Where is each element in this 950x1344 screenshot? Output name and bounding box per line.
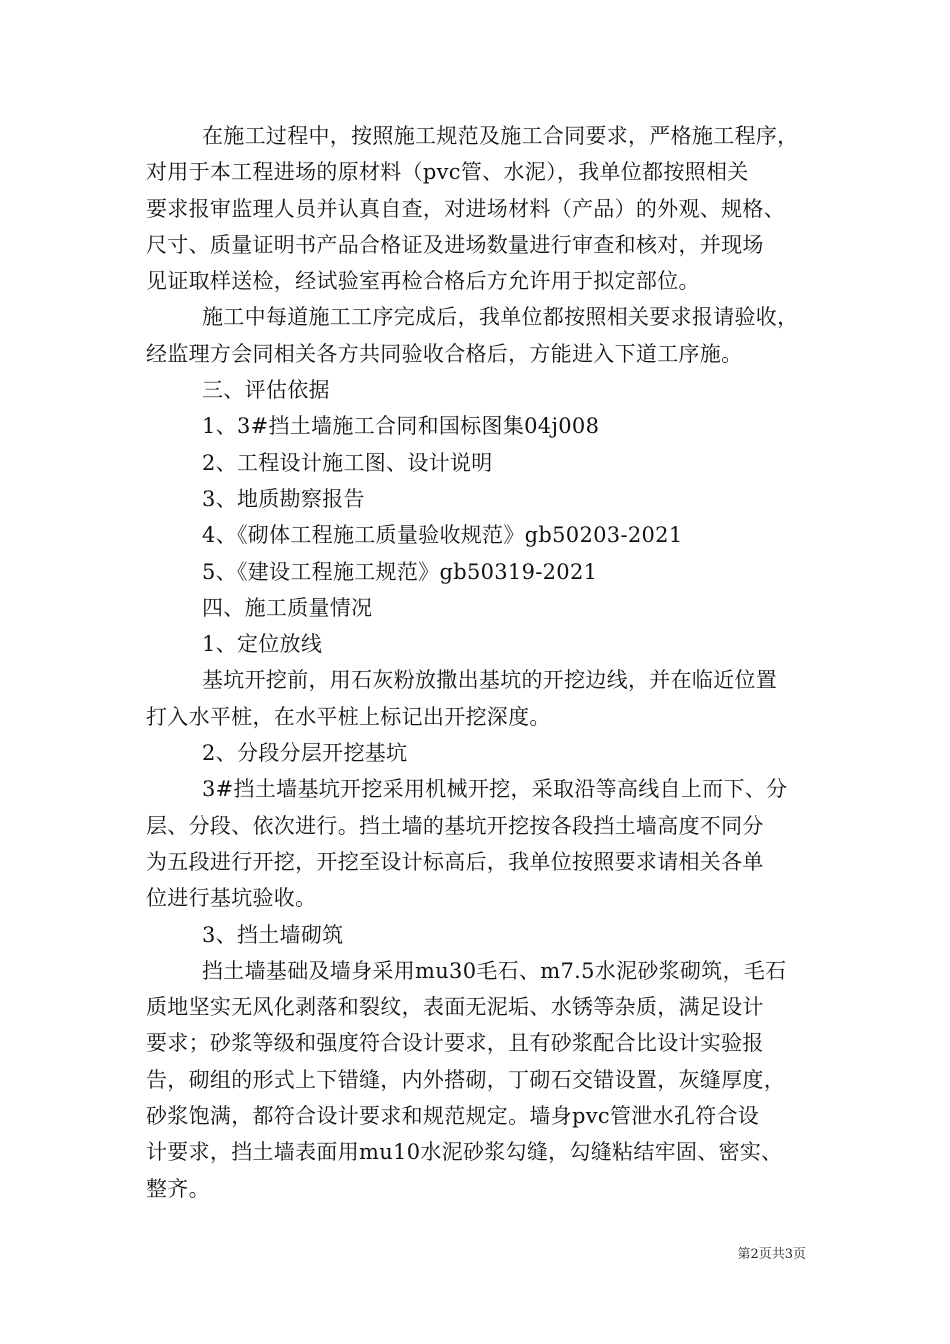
paragraph-line: 整齐。: [146, 1176, 210, 1201]
paragraph-line: 尺寸、质量证明书产品合格证及进场数量进行审查和核对，并现场: [146, 232, 764, 257]
section-heading: 三、评估依据: [202, 378, 330, 403]
paragraph-line: 砂浆饱满，都符合设计要求和规范规定。墙身pvc管泄水孔符合设: [146, 1104, 760, 1129]
paragraph-line: 对用于本工程进场的原材料（pvc管、水泥），我单位都按照相关: [146, 160, 749, 185]
paragraph-line: 要求；砂浆等级和强度符合设计要求，且有砂浆配合比设计实验报: [146, 1031, 764, 1056]
list-item: 2、工程设计施工图、设计说明: [202, 450, 493, 475]
subsection-heading: 3、挡土墙砌筑: [202, 922, 344, 947]
paragraph-line: 3#挡土墙基坑开挖采用机械开挖，采取沿等高线自上而下、分: [202, 777, 788, 802]
document-body: [146, 118, 814, 1207]
list-item: 1、3#挡土墙施工合同和国标图集04j008: [202, 414, 600, 439]
section-heading: 四、施工质量情况: [202, 595, 373, 620]
subsection-heading: 2、分段分层开挖基坑: [202, 741, 408, 766]
paragraph-line: 施工中每道施工工序完成后，我单位都按照相关要求报请验收，: [202, 305, 799, 330]
paragraph-line: 位进行基坑验收。: [146, 886, 317, 911]
list-item: 4、《砌体工程施工质量验收规范》gb50203-2021: [202, 523, 683, 548]
paragraph-line: 质地坚实无风化剥落和裂纹，表面无泥垢、水锈等杂质，满足设计: [146, 995, 764, 1020]
paragraph-line: 挡土墙基础及墙身采用mu30毛石、m7.5水泥砂浆砌筑，毛石: [202, 958, 787, 983]
list-item: 5、《建设工程施工规范》gb50319-2021: [202, 559, 598, 584]
paragraph-line: 基坑开挖前，用石灰粉放撒出基坑的开挖边线，并在临近位置: [202, 668, 778, 693]
list-item: 3、地质勘察报告: [202, 486, 365, 511]
paragraph-line: 告，砌组的形式上下错缝，内外搭砌，丁砌石交错设置，灰缝厚度，: [146, 1067, 785, 1092]
paragraph-line: 层、分段、依次进行。挡土墙的基坑开挖按各段挡土墙高度不同分: [146, 813, 764, 838]
page-number: 第2页共3页: [737, 1247, 806, 1262]
subsection-heading: 1、定位放线: [202, 632, 323, 657]
paragraph-line: 为五段进行开挖，开挖至设计标高后，我单位按照要求请相关各单: [146, 849, 764, 874]
paragraph-line: 要求报审监理人员并认真自查，对进场材料（产品）的外观、规格、: [146, 196, 785, 221]
paragraph-line: 打入水平桩，在水平桩上标记出开挖深度。: [146, 704, 551, 729]
paragraph-line: 计要求，挡土墙表面用mu10水泥砂浆勾缝，勾缝粘结牢固、密实、: [146, 1140, 783, 1165]
paragraph-line: 经监理方会同相关各方共同验收合格后，方能进入下道工序施。: [146, 341, 743, 366]
paragraph-line: 见证取样送检，经试验室再检合格后方允许用于拟定部位。: [146, 269, 700, 294]
paragraph-line: 在施工过程中，按照施工规范及施工合同要求，严格施工程序，: [202, 124, 799, 148]
